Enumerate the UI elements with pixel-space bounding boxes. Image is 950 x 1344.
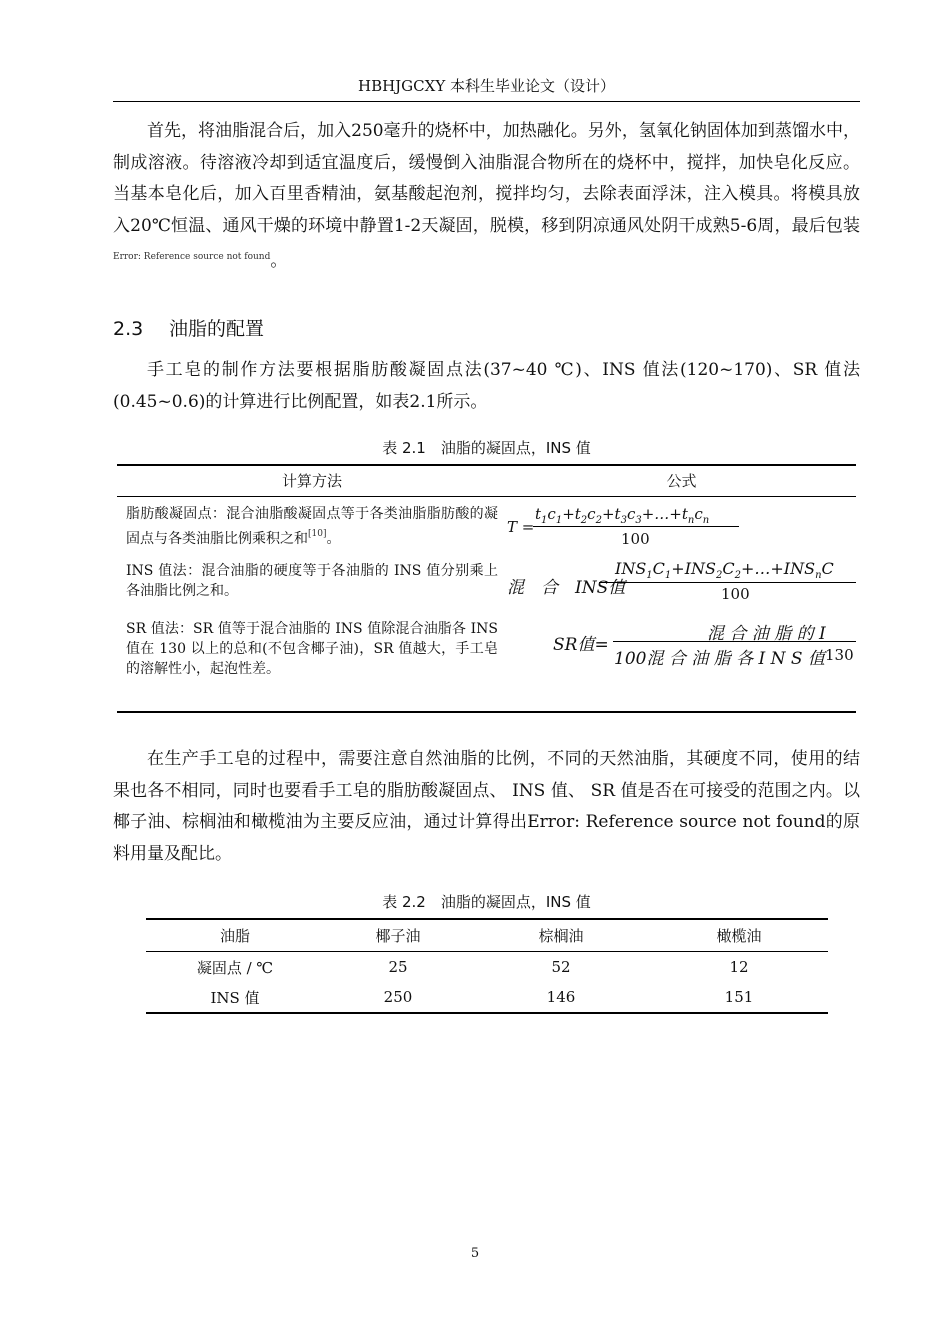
section-heading <box>113 314 264 341</box>
header-title: HBHJGCXY 本科生毕业论文（设计） <box>357 77 615 95</box>
formula2-lhs: 混 合 INS值 <box>507 578 626 598</box>
table1-bottom-rule <box>117 711 856 713</box>
table2-cell: 凝固点 / ℃ <box>196 958 274 977</box>
formula3-numerator: 混 合 油 脂 的 I <box>707 624 826 644</box>
paragraph-methods-text: 手工皂的制作方法要根据脂肪酸凝固点法(37~40 ℃)、INS 值法(120~170)、SR 值法(0.45~0.6)的计算进行比例配置，如表2.1所示。 <box>113 360 860 412</box>
table1-header-method: 计算方法 <box>281 472 342 490</box>
table2-cell: 12 <box>729 958 749 976</box>
error-reference: Error: Reference source not found <box>113 252 271 262</box>
formula1-lhs: T = <box>507 518 535 536</box>
table1-desc-freezing <box>117 504 507 561</box>
formula-sr <box>507 619 856 711</box>
formula3-tail: 130 <box>825 646 854 664</box>
formula3-fraction-bar <box>613 641 856 642</box>
table1-header-formula: 公式 <box>666 472 697 490</box>
section-title: 油脂的配置 <box>169 318 265 340</box>
formula1-denominator: 100 <box>621 530 650 548</box>
paragraph-discussion-text: 在生产手工皂的过程中，需要注意自然油脂的比例，不同的天然油脂，其硬度不同，使用的结果也各不相同，同时也要看手工皂的脂肪酸凝固点、 INS 值、 SR 值是否在可接受的范围之内。以椰子油、棕榈油和橄榄油为主要反应油，通过计算得出Error: Reference source not found的原料用量及配比。 <box>113 749 860 864</box>
formula2-denominator: 100 <box>721 585 750 603</box>
citation-10: [10] <box>308 529 327 539</box>
table2-cell: 146 <box>472 982 650 1013</box>
formula3-lhs: SR值= <box>553 635 609 655</box>
table1-row-freezing <box>117 497 856 561</box>
desc-freezing-end: 。 <box>326 531 341 547</box>
table2-header-palm: 棕榈油 <box>472 919 650 952</box>
table1-row-ins <box>117 561 856 619</box>
formula2-fraction-bar <box>599 582 856 583</box>
table1-header-row <box>117 466 856 497</box>
page-number: 5 <box>470 1246 480 1261</box>
table2-cell: 151 <box>650 982 828 1013</box>
page-header <box>113 75 860 102</box>
table2-header-olive: 橄榄油 <box>650 919 828 952</box>
table2-cell: 250 <box>324 982 472 1013</box>
table1-desc-ins: INS 值法：混合油脂的硬度等于各油脂的 INS 值分别乘上各油脂比例之和。 <box>126 563 498 599</box>
paragraph-procedure-end: 。 <box>270 251 288 271</box>
table2-caption: 表 2.2 油脂的凝固点，INS 值 <box>382 893 591 911</box>
formula3-denominator: 100混 合 油 脂 各 I N S 值 <box>614 649 825 669</box>
paragraph-discussion <box>113 744 860 870</box>
formula1-fraction-bar <box>533 526 739 527</box>
table2-cell: 25 <box>388 958 408 976</box>
table1-row-sr <box>117 619 856 711</box>
formula1-numerator: $t_1c_1+t_2c_2+t_3c_3+\dots+t_nc_n$ <box>535 505 710 526</box>
table2-cell: INS 值 <box>146 982 324 1013</box>
section-number: 2.3 <box>113 318 144 340</box>
paragraph-procedure-text: 首先，将油脂混合后，加入250毫升的烧杯中，加热融化。另外，氢氧化钠固体加到蒸馏水中，制成溶液。待溶液冷却到适宜温度后，缓慢倒入油脂混合物所在的烧杯中，搅拌，加快皂化反应。当基本皂化后，加入百里香精油，氨基酸起泡剂，搅拌均匀，去除表面浮沫，注入模具。将模具放入20℃恒温、通风干燥的环境中静置1-2天凝固，脱模，移到阴凉通风处阴干成熟5-6周，最后包装 <box>113 121 860 236</box>
table-formulas <box>117 464 856 713</box>
formula-freezing <box>507 504 856 561</box>
desc-freezing-text: 脂肪酸凝固点：混合油脂酸凝固点等于各类油脂脂肪酸的凝固点与各类油脂比例乘积之和 <box>126 506 498 547</box>
table2-header-oil: 油脂 <box>146 919 324 952</box>
table2-header-coconut: 椰子油 <box>324 919 472 952</box>
table-oil-properties <box>146 918 828 1014</box>
paragraph-procedure <box>113 116 860 278</box>
table-row <box>146 952 828 983</box>
paragraph-methods <box>113 355 860 418</box>
table2-cell: 52 <box>551 958 571 976</box>
formula2-numerator: $INS_1C_1+INS_2C_2+\dots+INS_nC$ <box>615 561 834 582</box>
table2-header-row <box>146 919 828 952</box>
table1-desc-sr: SR 值法：SR 值等于混合油脂的 INS 值除混合油脂各 INS 值在 130 以上的总和(不包含椰子油)，SR 值越大，手工皂的溶解性小，起泡性差。 <box>126 621 498 677</box>
formula-ins <box>507 561 856 619</box>
table-row <box>146 982 828 1013</box>
table1-caption: 表 2.1 油脂的凝固点，INS 值 <box>382 439 591 457</box>
